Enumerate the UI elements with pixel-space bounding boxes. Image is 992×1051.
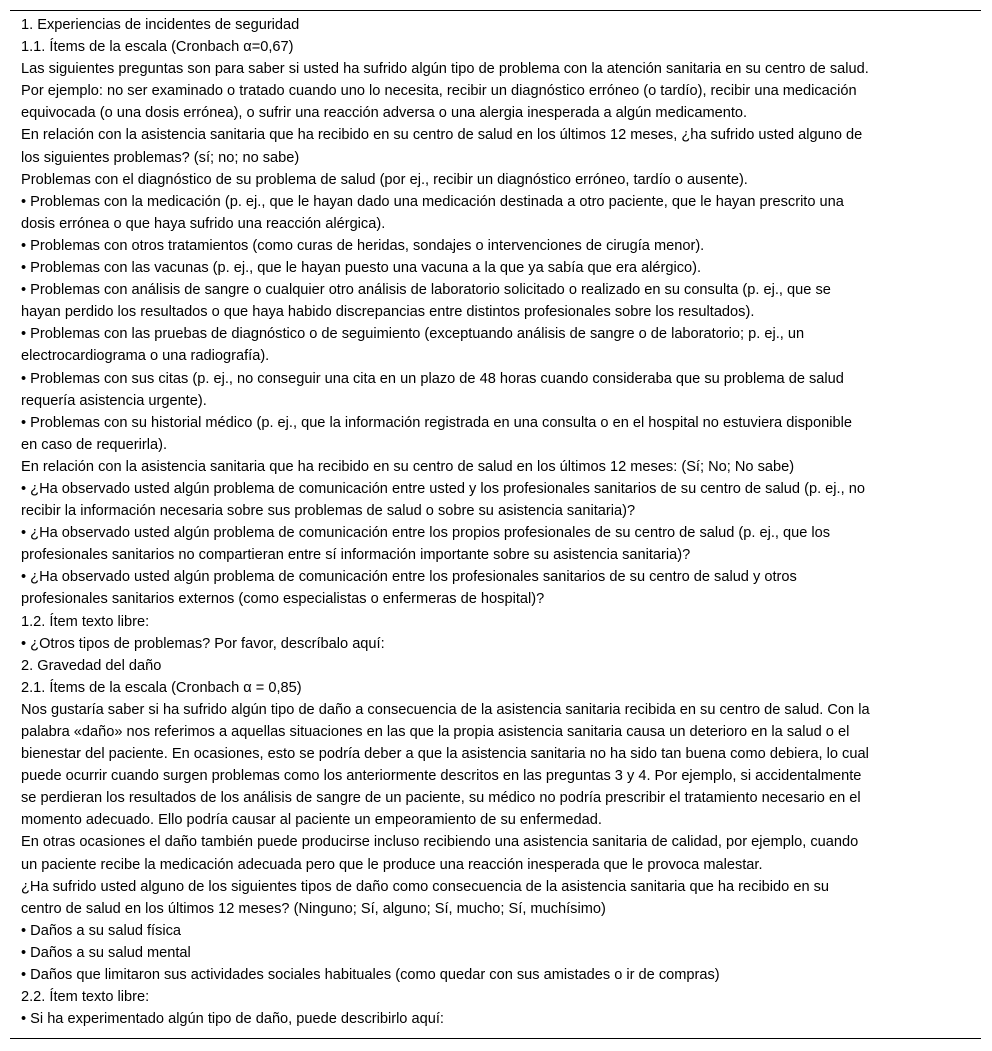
text-line: bienestar del paciente. En ocasiones, esto se podría deber a que la asistencia sanitaria no ha sido tan buena como debiera, lo cual (21, 746, 869, 763)
text-line: ¿Ha sufrido usted alguno de los siguientes tipos de daño como consecuencia de la asistencia sanitaria que ha recibido en su (21, 878, 830, 895)
list-item: • Problemas con sus citas (p. ej., no conseguir una cita en un plazo de 48 horas cuando consideraba que su problema de salud (21, 370, 844, 387)
list-item: • Daños que limitaron sus actividades sociales habituales (como quedar con sus amistades o ir de compras) (21, 967, 720, 984)
subsection-heading: 2.2. Ítem texto libre: (21, 989, 150, 1006)
text-line: puede ocurrir cuando surgen problemas como los anteriormente descritos en las preguntas 3 y 4. Por ejemplo, si accidentalmente (21, 768, 862, 785)
text-line: Nos gustaría saber si ha sufrido algún tipo de daño a consecuencia de la asistencia sanitaria recibida en su centro de salud. Con la (21, 701, 870, 718)
list-item-continuation: dosis errónea o que haya sufrido una reacción alérgica). (21, 215, 386, 232)
list-item-continuation: profesionales sanitarios no compartieran entre sí información importante sobre su asistencia sanitaria)? (21, 547, 691, 564)
list-item: • Problemas con otros tratamientos (como curas de heridas, sondajes o intervenciones de cirugía menor). (21, 237, 705, 254)
text-line: En relación con la asistencia sanitaria que ha recibido en su centro de salud en los últimos 12 meses: (Sí; No; No sabe) (21, 458, 795, 475)
text-line: En otras ocasiones el daño también puede producirse incluso recibiendo una asistencia sanitaria de calidad, por ejemplo, cuando (21, 834, 859, 851)
list-item-continuation: hayan perdido los resultados o que haya habido discrepancias entre distintos profesionales sobre los resultados). (21, 304, 755, 321)
subsection-heading: 2.1. Ítems de la escala (Cronbach α = 0,85) (21, 679, 302, 696)
text-line: equivocada (o una dosis errónea), o sufrir una reacción adversa o una alergia inesperada a algún medicamento. (21, 105, 748, 122)
list-item-continuation: electrocardiograma o una radiografía). (21, 348, 270, 365)
list-item: • ¿Ha observado usted algún problema de comunicación entre los propios profesionales de su centro de salud (p. ej., que los (21, 525, 831, 542)
text-line: Por ejemplo: no ser examinado o tratado cuando uno lo necesita, recibir un diagnóstico erróneo (o tardío), recibir una medicación (21, 83, 857, 100)
list-item: • Problemas con las pruebas de diagnóstico o de seguimiento (exceptuando análisis de sangre o de laboratorio; p. ej., un (21, 326, 805, 343)
list-item: • Si ha experimentado algún tipo de daño, puede describirlo aquí: (21, 1011, 444, 1028)
list-item: • ¿Otros tipos de problemas? Por favor, descríbalo aquí: (21, 635, 385, 652)
text-line: Las siguientes preguntas son para saber si usted ha sufrido algún tipo de problema con la atención sanitaria en su centro de salud. (21, 61, 869, 78)
list-item: • Problemas con las vacunas (p. ej., que le hayan puesto una vacuna a la que ya sabía que era alérgico). (21, 260, 702, 277)
list-item-continuation: requería asistencia urgente). (21, 392, 207, 409)
text-line: se perdieran los resultados de los análisis de sangre de un paciente, su médico no podría prescribir el tratamiento necesario en el (21, 790, 861, 807)
text-line: centro de salud en los últimos 12 meses? (Ninguno; Sí, alguno; Sí, mucho; Sí, muchísimo) (21, 900, 606, 917)
section-heading: 2. Gravedad del daño (21, 657, 162, 674)
questionnaire-table (10, 10, 981, 1039)
text-line: palabra «daño» nos referimos a aquellas situaciones en las que la propia asistencia sanitaria causa un deterioro en la salud o el (21, 724, 850, 740)
text-line: los siguientes problemas? (sí; no; no sabe) (21, 149, 300, 166)
text-line: un paciente recibe la medicación adecuada pero que le produce una reacción inesperada que le provoca malestar. (21, 856, 763, 873)
list-item-continuation: recibir la información necesaria sobre sus problemas de salud o sobre su asistencia sanitaria)? (21, 503, 636, 520)
subsection-heading: 1.2. Ítem texto libre: (21, 613, 150, 630)
list-item-continuation: profesionales sanitarios externos (como especialistas o enfermeras de hospital)? (21, 591, 545, 608)
list-item: • Problemas con análisis de sangre o cualquier otro análisis de laboratorio solicitado o realizado en su consulta (p. ej., que se (21, 282, 831, 299)
list-item: • Problemas con su historial médico (p. ej., que la información registrada en una consulta o en el hospital no estuviera disponible (21, 414, 852, 431)
list-item: • Problemas con la medicación (p. ej., que le hayan dado una medicación destinada a otro paciente, que le hayan prescrito una (21, 193, 844, 210)
list-item: • Daños a su salud física (21, 922, 182, 939)
text-line: momento adecuado. Ello podría causar al paciente un empeoramiento de su enfermedad. (21, 812, 602, 829)
text-line: Problemas con el diagnóstico de su problema de salud (por ej., recibir un diagnóstico erróneo, tardío o ausente). (21, 171, 748, 188)
subsection-heading: 1.1. Ítems de la escala (Cronbach α=0,67) (21, 39, 294, 56)
list-item: • ¿Ha observado usted algún problema de comunicación entre usted y los profesionales sanitarios de su centro de salud (p. ej., no (21, 480, 865, 497)
list-item: • ¿Ha observado usted algún problema de comunicación entre los profesionales sanitarios de su centro de salud y otros (21, 569, 797, 586)
list-item: • Daños a su salud mental (21, 944, 191, 961)
list-item-continuation: en caso de requerirla). (21, 436, 168, 453)
text-line: En relación con la asistencia sanitaria que ha recibido en su centro de salud en los últimos 12 meses, ¿ha sufrido usted alguno de (21, 127, 863, 144)
section-heading: 1. Experiencias de incidentes de seguridad (21, 17, 300, 33)
